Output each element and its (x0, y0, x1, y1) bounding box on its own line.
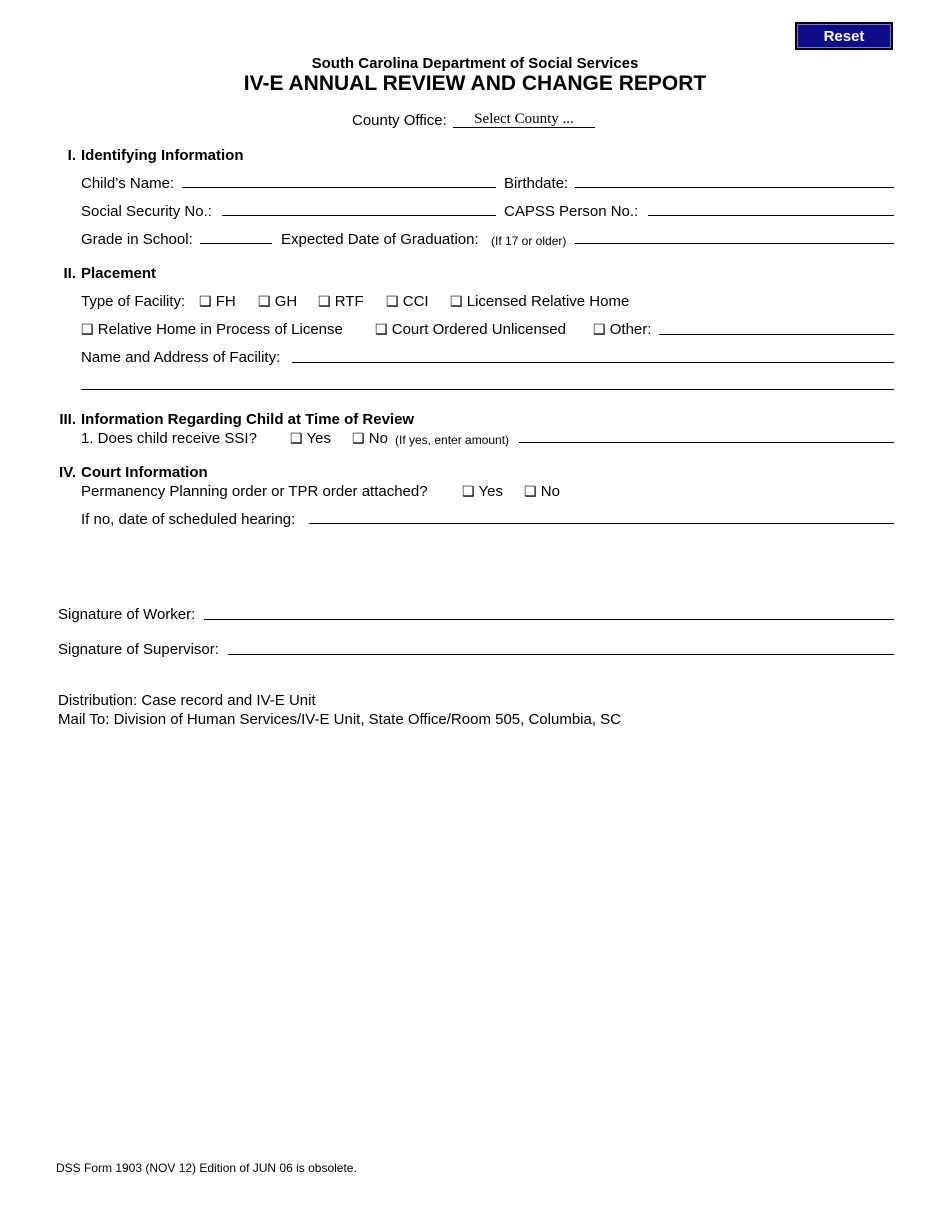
ssi-yes-label: Yes (306, 430, 331, 447)
ssi-note: (If yes, enter amount) (395, 433, 510, 447)
facility-name-label: Name and Address of Facility: (81, 349, 281, 366)
permanency-yes-option[interactable] (462, 483, 503, 500)
hearing-date-field[interactable] (309, 523, 894, 524)
checkbox-gh[interactable]: ❑ (258, 293, 271, 309)
permanency-no-option[interactable] (524, 483, 560, 500)
checkbox-other[interactable]: ❑ (593, 321, 606, 337)
form-title: IV-E ANNUAL REVIEW AND CHANGE REPORT (243, 72, 707, 95)
checkbox-ssi-no[interactable]: ❑ (352, 430, 365, 446)
facility-address-field[interactable] (81, 389, 894, 390)
county-select[interactable]: Select County ... (453, 110, 595, 128)
facility-option-court-ordered[interactable] (375, 321, 566, 338)
section-4-title: Court Information (81, 464, 208, 481)
child-name-field[interactable] (182, 187, 496, 188)
facility-option-relative-in-process-label: Relative Home in Process of License (97, 321, 343, 338)
facility-option-fh-label: FH (215, 293, 236, 310)
birthdate-label: Birthdate: (504, 175, 569, 192)
ssi-question: 1. Does child receive SSI? (81, 430, 257, 447)
distribution-text: Distribution: Case record and IV-E Unit (58, 692, 316, 709)
facility-option-relative-in-process[interactable] (81, 321, 343, 338)
checkbox-relative-in-process[interactable]: ❑ (81, 321, 94, 337)
permanency-yes-label: Yes (478, 483, 503, 500)
capss-label: CAPSS Person No.: (504, 203, 639, 220)
ssn-label: Social Security No.: (81, 203, 212, 220)
ssi-no-option[interactable] (352, 430, 388, 447)
section-2-number: II. (63, 265, 76, 282)
ssn-field[interactable] (222, 215, 496, 216)
facility-option-licensed-relative-label: Licensed Relative Home (466, 293, 630, 310)
capss-field[interactable] (648, 215, 894, 216)
checkbox-permanency-no[interactable]: ❑ (524, 483, 537, 499)
section-4-number: IV. (59, 464, 76, 481)
mail-to-text: Mail To: Division of Human Services/IV-E Unit, State Office/Room 505, Columbia, SC (58, 711, 622, 728)
agency-name: South Carolina Department of Social Services (311, 55, 639, 72)
facility-option-cci-label: CCI (402, 293, 429, 310)
hearing-date-label: If no, date of scheduled hearing: (81, 511, 296, 528)
facility-option-rtf[interactable] (318, 293, 364, 310)
facility-option-rtf-label: RTF (334, 293, 364, 310)
reset-button[interactable]: Reset (795, 22, 893, 50)
ssi-no-label: No (368, 430, 388, 447)
other-facility-field[interactable] (659, 334, 894, 335)
graduation-field[interactable] (575, 243, 894, 244)
supervisor-signature-label: Signature of Supervisor: (58, 641, 219, 658)
facility-option-fh[interactable] (199, 293, 236, 310)
facility-option-gh[interactable] (258, 293, 297, 310)
section-1-number: I. (67, 147, 76, 164)
facility-type-label: Type of Facility: (81, 293, 186, 310)
permanency-question: Permanency Planning order or TPR order attached? (81, 483, 428, 500)
checkbox-court-ordered[interactable]: ❑ (375, 321, 388, 337)
checkbox-permanency-yes[interactable]: ❑ (462, 483, 475, 499)
grade-label: Grade in School: (81, 231, 193, 248)
checkbox-rtf[interactable]: ❑ (318, 293, 331, 309)
section-1-title: Identifying Information (81, 147, 244, 164)
facility-option-cci[interactable] (386, 293, 429, 310)
form-footer: DSS Form 1903 (NOV 12) Edition of JUN 06 is obsolete. (56, 1161, 357, 1175)
supervisor-signature-field[interactable] (228, 654, 894, 655)
facility-option-other-label: Other: (609, 321, 652, 338)
graduation-label: Expected Date of Graduation: (281, 231, 479, 248)
facility-option-court-ordered-label: Court Ordered Unlicensed (391, 321, 566, 338)
child-name-label: Child’s Name: (81, 175, 175, 192)
facility-option-gh-label: GH (274, 293, 298, 310)
permanency-no-label: No (540, 483, 560, 500)
ssi-amount-field[interactable] (519, 442, 894, 443)
worker-signature-label: Signature of Worker: (58, 606, 196, 623)
worker-signature-field[interactable] (204, 619, 894, 620)
checkbox-ssi-yes[interactable]: ❑ (290, 430, 303, 446)
facility-option-licensed-relative[interactable] (450, 293, 629, 310)
section-2-title: Placement (81, 265, 157, 282)
ssi-yes-option[interactable] (290, 430, 331, 447)
graduation-note: (If 17 or older) (491, 234, 567, 248)
birthdate-field[interactable] (575, 187, 894, 188)
checkbox-cci[interactable]: ❑ (386, 293, 399, 309)
county-label: County Office: (352, 112, 447, 129)
checkbox-fh[interactable]: ❑ (199, 293, 212, 309)
facility-name-field[interactable] (292, 362, 894, 363)
facility-option-other[interactable] (593, 321, 651, 338)
section-3-number: III. (59, 411, 76, 428)
checkbox-licensed-relative[interactable]: ❑ (450, 293, 463, 309)
grade-field[interactable] (200, 243, 272, 244)
section-3-title: Information Regarding Child at Time of Review (81, 411, 415, 428)
